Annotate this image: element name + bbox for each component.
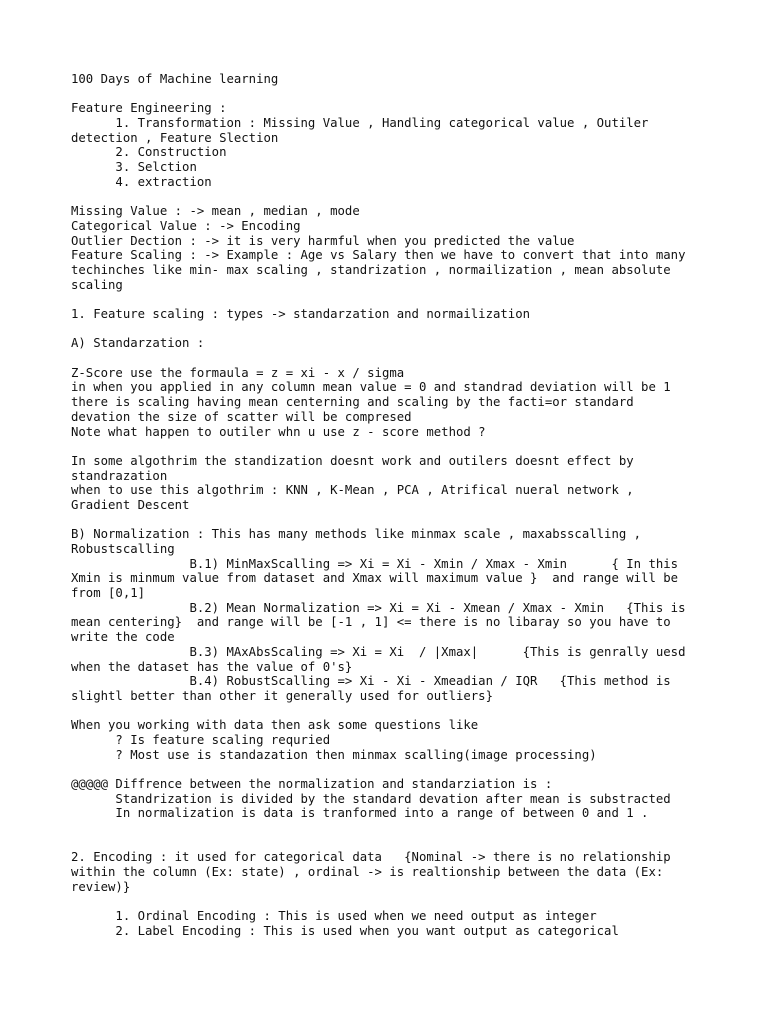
text-line: when the dataset has the value of 0's} bbox=[71, 659, 353, 674]
text-line: Standrization is divided by the standard devation after mean is substracted bbox=[71, 791, 671, 806]
text-line: techinches like min- max scaling , standrization , normailization , mean absolute bbox=[71, 262, 671, 277]
text-line: in when you applied in any column mean value = 0 and standrad deviation will be 1 bbox=[71, 380, 671, 395]
document-page bbox=[71, 72, 711, 939]
text-line: B.1) MinMaxScalling => Xi = Xi - Xmin / Xmax - Xmin { In this bbox=[71, 556, 679, 571]
text-line: 1. Transformation : Missing Value , Handling categorical value , Outiler bbox=[71, 116, 649, 131]
text-line: ? Is feature scaling requried bbox=[71, 732, 331, 747]
text-line: A) Standarzation : bbox=[71, 336, 205, 351]
text-line: Robustscalling bbox=[71, 542, 175, 556]
text-line: standrazation bbox=[71, 468, 168, 483]
text-line: 3. Selction bbox=[71, 160, 197, 175]
text-line: 2. Construction bbox=[71, 145, 227, 160]
text-line: Note what happen to outiler whn u use z - score method ? bbox=[71, 424, 486, 439]
text-line: within the column (Ex: state) , ordinal -> is realtionship between the data (Ex: bbox=[71, 865, 664, 880]
text-line: Z-Score use the formaula = z = xi - x / sigma bbox=[71, 365, 405, 380]
text-line: Xmin is minmum value from dataset and Xmax will maximum value } and range will be bbox=[71, 571, 679, 586]
blank-line bbox=[71, 821, 711, 836]
blank-line bbox=[71, 762, 711, 777]
text-line: B.4) RobustScalling => Xi - Xi - Xmeadian / IQR {This method is bbox=[71, 674, 671, 689]
blank-line bbox=[71, 292, 711, 307]
text-line: @@@@@ Diffrence between the normalization and standarziation is : bbox=[71, 777, 553, 791]
blank-line bbox=[71, 87, 711, 102]
blank-line bbox=[71, 836, 711, 851]
blank-line bbox=[71, 351, 711, 366]
text-line: Feature Engineering : bbox=[71, 101, 227, 116]
text-line: Outlier Dection : -> it is very harmful when you predicted the value bbox=[71, 233, 575, 248]
text-line: 4. extraction bbox=[71, 174, 212, 189]
text-line: When you working with data then ask some questions like bbox=[71, 718, 479, 733]
text-line: 2. Encoding : it used for categorical data {Nominal -> there is no relationship bbox=[71, 850, 671, 865]
blank-line bbox=[71, 704, 711, 719]
text-line: write the code bbox=[71, 630, 175, 645]
text-line: Feature Scaling : -> Example : Age vs Salary then we have to convert that into many bbox=[71, 248, 686, 263]
text-line: 1. Feature scaling : types -> standarzation and normailization bbox=[71, 307, 531, 321]
text-line: scaling bbox=[71, 277, 123, 292]
text-line: 2. Label Encoding : This is used when you want output as categorical bbox=[71, 923, 619, 938]
blank-line bbox=[71, 513, 711, 528]
text-line: from [0,1] bbox=[71, 586, 146, 601]
blank-line bbox=[71, 439, 711, 454]
text-line: B.2) Mean Normalization => Xi = Xi - Xmean / Xmax - Xmin {This is bbox=[71, 600, 686, 615]
text-line: devation the size of scatter will be compresed bbox=[71, 409, 412, 424]
text-line: mean centering} and range will be [-1 , 1] <= there is no libaray so you have to bbox=[71, 615, 671, 630]
blank-line bbox=[71, 322, 711, 337]
text-line: 100 Days of Machine learning bbox=[71, 72, 279, 86]
blank-line bbox=[71, 190, 711, 205]
text-line: there is scaling having mean centerning and scaling by the facti=or standard bbox=[71, 395, 634, 410]
text-line: ? Most use is standazation then minmax scalling(image processing) bbox=[71, 747, 597, 762]
text-line: Gradient Descent bbox=[71, 497, 190, 512]
text-line: Categorical Value : -> Encoding bbox=[71, 218, 301, 233]
text-line: B) Normalization : This has many methods like minmax scale , maxabsscalling , bbox=[71, 527, 642, 542]
text-line: slightl better than other it generally used for outliers} bbox=[71, 688, 493, 703]
text-line: In normalization is data is tranformed into a range of between 0 and 1 . bbox=[71, 806, 649, 821]
text-line: detection , Feature Slection bbox=[71, 130, 279, 145]
text-line: review)} bbox=[71, 879, 131, 894]
blank-line bbox=[71, 895, 711, 910]
text-line: when to use this algothrim : KNN , K-Mean , PCA , Atrifical nueral network , bbox=[71, 483, 634, 498]
text-line: Missing Value : -> mean , median , mode bbox=[71, 204, 360, 219]
text-line: B.3) MAxAbsScaling => Xi = Xi / |Xmax| {This is genrally uesd bbox=[71, 644, 686, 659]
text-line: 1. Ordinal Encoding : This is used when we need output as integer bbox=[71, 909, 597, 924]
text-line: In some algothrim the standization doesnt work and outilers doesnt effect by bbox=[71, 453, 634, 468]
